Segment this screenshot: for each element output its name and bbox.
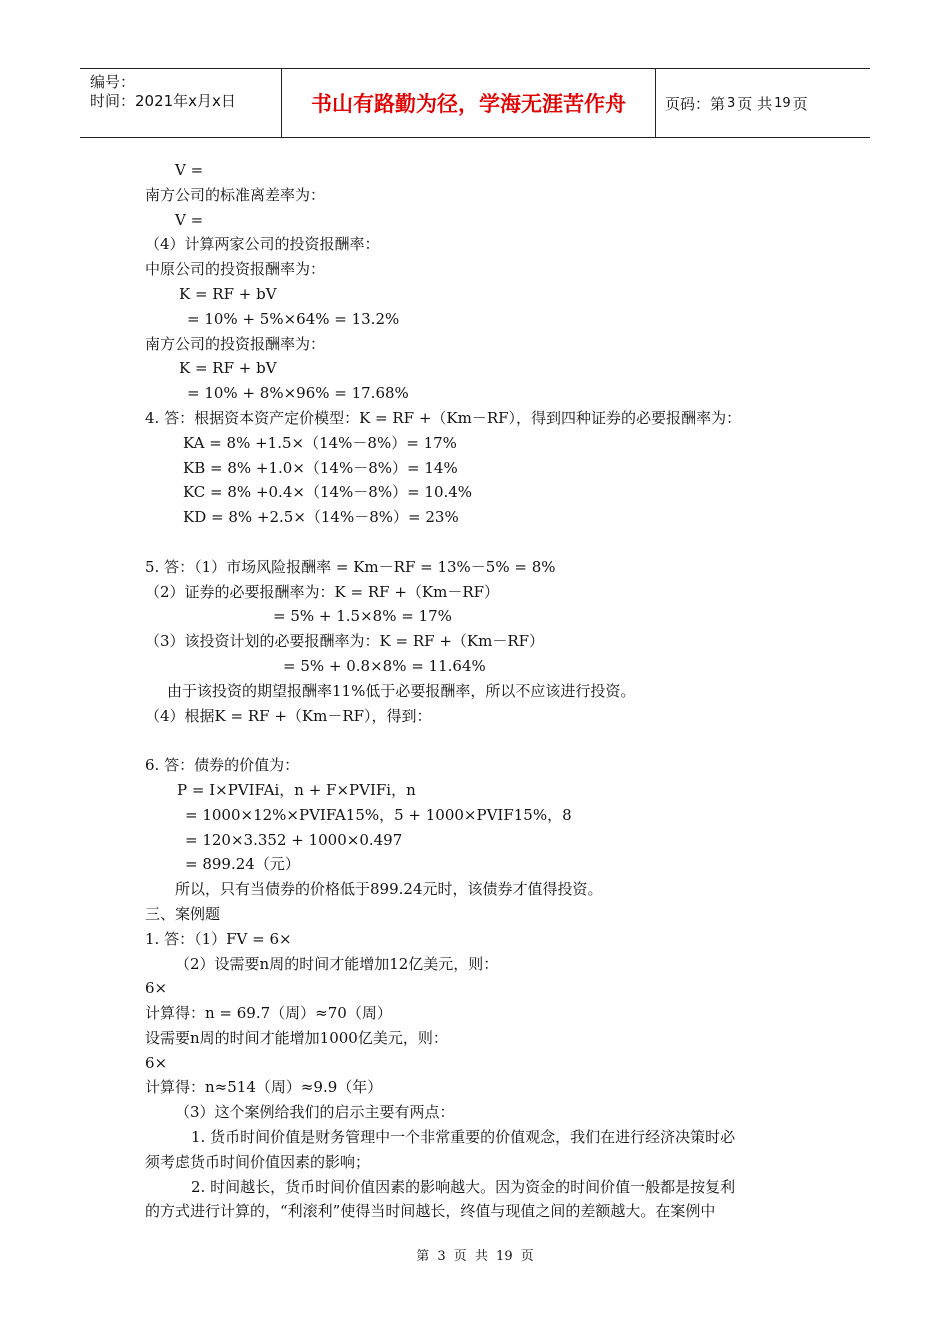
text-line: 计算得：n = 69.7（周）≈70（周） bbox=[145, 1004, 392, 1023]
header-page-indicator bbox=[655, 69, 870, 137]
text-line: KC = 8% +0.4×（14%－8%）= 10.4% bbox=[183, 483, 473, 502]
page-total: 19 bbox=[774, 95, 791, 111]
text-line: 三、案例题 bbox=[145, 904, 221, 923]
text-line: = 120×3.352 + 1000×0.497 bbox=[185, 830, 403, 849]
text-line: V = bbox=[175, 161, 204, 179]
text-line: 设需要n周的时间才能增加1000亿美元，则： bbox=[145, 1028, 448, 1047]
text-line: 的方式进行计算的，“利滚利”使得当时间越长，终值与现值之间的差额越大。在案例中 bbox=[145, 1202, 716, 1221]
text-line: 5. 答：（1）市场风险报酬率 = Km－RF = 13%－5% = 8% bbox=[145, 557, 556, 576]
text-line: 南方公司的标准离差率为： bbox=[145, 185, 326, 204]
page-number: 3 bbox=[727, 95, 736, 111]
text-line: = 10% + 8%×96% = 17.68% bbox=[187, 384, 409, 403]
text-line: 6× bbox=[145, 1053, 168, 1072]
text-line: 计算得：n≈514（周）≈9.9（年） bbox=[145, 1078, 383, 1097]
text-line: 6× bbox=[145, 979, 168, 998]
page-prefix: 页码：第 bbox=[665, 94, 726, 113]
text-line: （3）这个案例给我们的启示主要有两点： bbox=[175, 1103, 455, 1122]
text-line: （2）证券的必要报酬率为：K = RF +（Km－RF） bbox=[145, 582, 500, 601]
document-date: 时间：2021年x月x日 bbox=[90, 92, 236, 110]
text-line: （4）根据K = RF +（Km－RF），得到： bbox=[145, 706, 432, 725]
text-line: 1. 货币时间价值是财务管理中一个非常重要的价值观念，我们在进行经济决策时必 bbox=[191, 1128, 736, 1147]
text-line bbox=[145, 530, 810, 555]
text-line: = 899.24（元） bbox=[185, 855, 300, 874]
text-line: 4. 答：根据资本资产定价模型：K = RF +（Km－RF），得到四种证券的必要报酬率为： bbox=[145, 408, 742, 427]
text-line: P = I×PVIFAi，n + F×PVIFi，n bbox=[177, 780, 416, 799]
text-line: = 1000×12%×PVIFA15%，5 + 1000×PVIF15%，8 bbox=[185, 805, 572, 824]
document-body bbox=[145, 158, 810, 1224]
header-motto: 书山有路勤为径，学海无涯苦作舟 bbox=[282, 69, 656, 137]
document-code-label: 编号： bbox=[90, 73, 136, 91]
text-line: = 5% + 1.5×8% = 17% bbox=[273, 607, 452, 626]
text-line bbox=[145, 728, 810, 753]
page-mid: 页 共 bbox=[737, 94, 773, 113]
text-line: （2）设需要n周的时间才能增加12亿美元，则： bbox=[175, 954, 499, 973]
page-suffix: 页 bbox=[792, 94, 808, 113]
text-line: K = RF + bV bbox=[179, 284, 277, 303]
text-line: 须考虑货币时间价值因素的影响； bbox=[145, 1152, 371, 1171]
text-line: 南方公司的投资报酬率为： bbox=[145, 334, 326, 353]
text-line: 6. 答：债券的价值为： bbox=[145, 756, 300, 775]
text-line: KA = 8% +1.5×（14%－8%）= 17% bbox=[183, 433, 457, 452]
header-info-cell bbox=[80, 69, 282, 137]
text-line: KB = 8% +1.0×（14%－8%）= 14% bbox=[183, 458, 458, 477]
text-line: KD = 8% +2.5×（14%－8%）= 23% bbox=[183, 508, 459, 527]
text-line: （3）该投资计划的必要报酬率为：K = RF +（Km－RF） bbox=[145, 632, 545, 651]
text-line: V = bbox=[175, 210, 204, 229]
text-line: （4）计算两家公司的投资报酬率： bbox=[145, 235, 380, 254]
text-line: K = RF + bV bbox=[179, 359, 277, 378]
text-line: 所以，只有当债券的价格低于899.24元时，该债券才值得投资。 bbox=[175, 880, 603, 899]
text-line: 中原公司的投资报酬率为： bbox=[145, 260, 326, 279]
page-footer: 第 3 页 共 19 页 bbox=[416, 1249, 534, 1264]
text-line: = 10% + 5%×64% = 13.2% bbox=[187, 309, 400, 328]
text-line: 2. 时间越长，货币时间价值因素的影响越大。因为资金的时间价值一般都是按复利 bbox=[191, 1177, 736, 1196]
page-header bbox=[80, 68, 870, 138]
text-line: 1. 答：（1）FV = 6× bbox=[145, 929, 292, 948]
text-line: = 5% + 0.8×8% = 11.64% bbox=[283, 656, 486, 675]
text-line: 由于该投资的期望报酬率11%低于必要报酬率，所以不应该进行投资。 bbox=[167, 681, 636, 700]
